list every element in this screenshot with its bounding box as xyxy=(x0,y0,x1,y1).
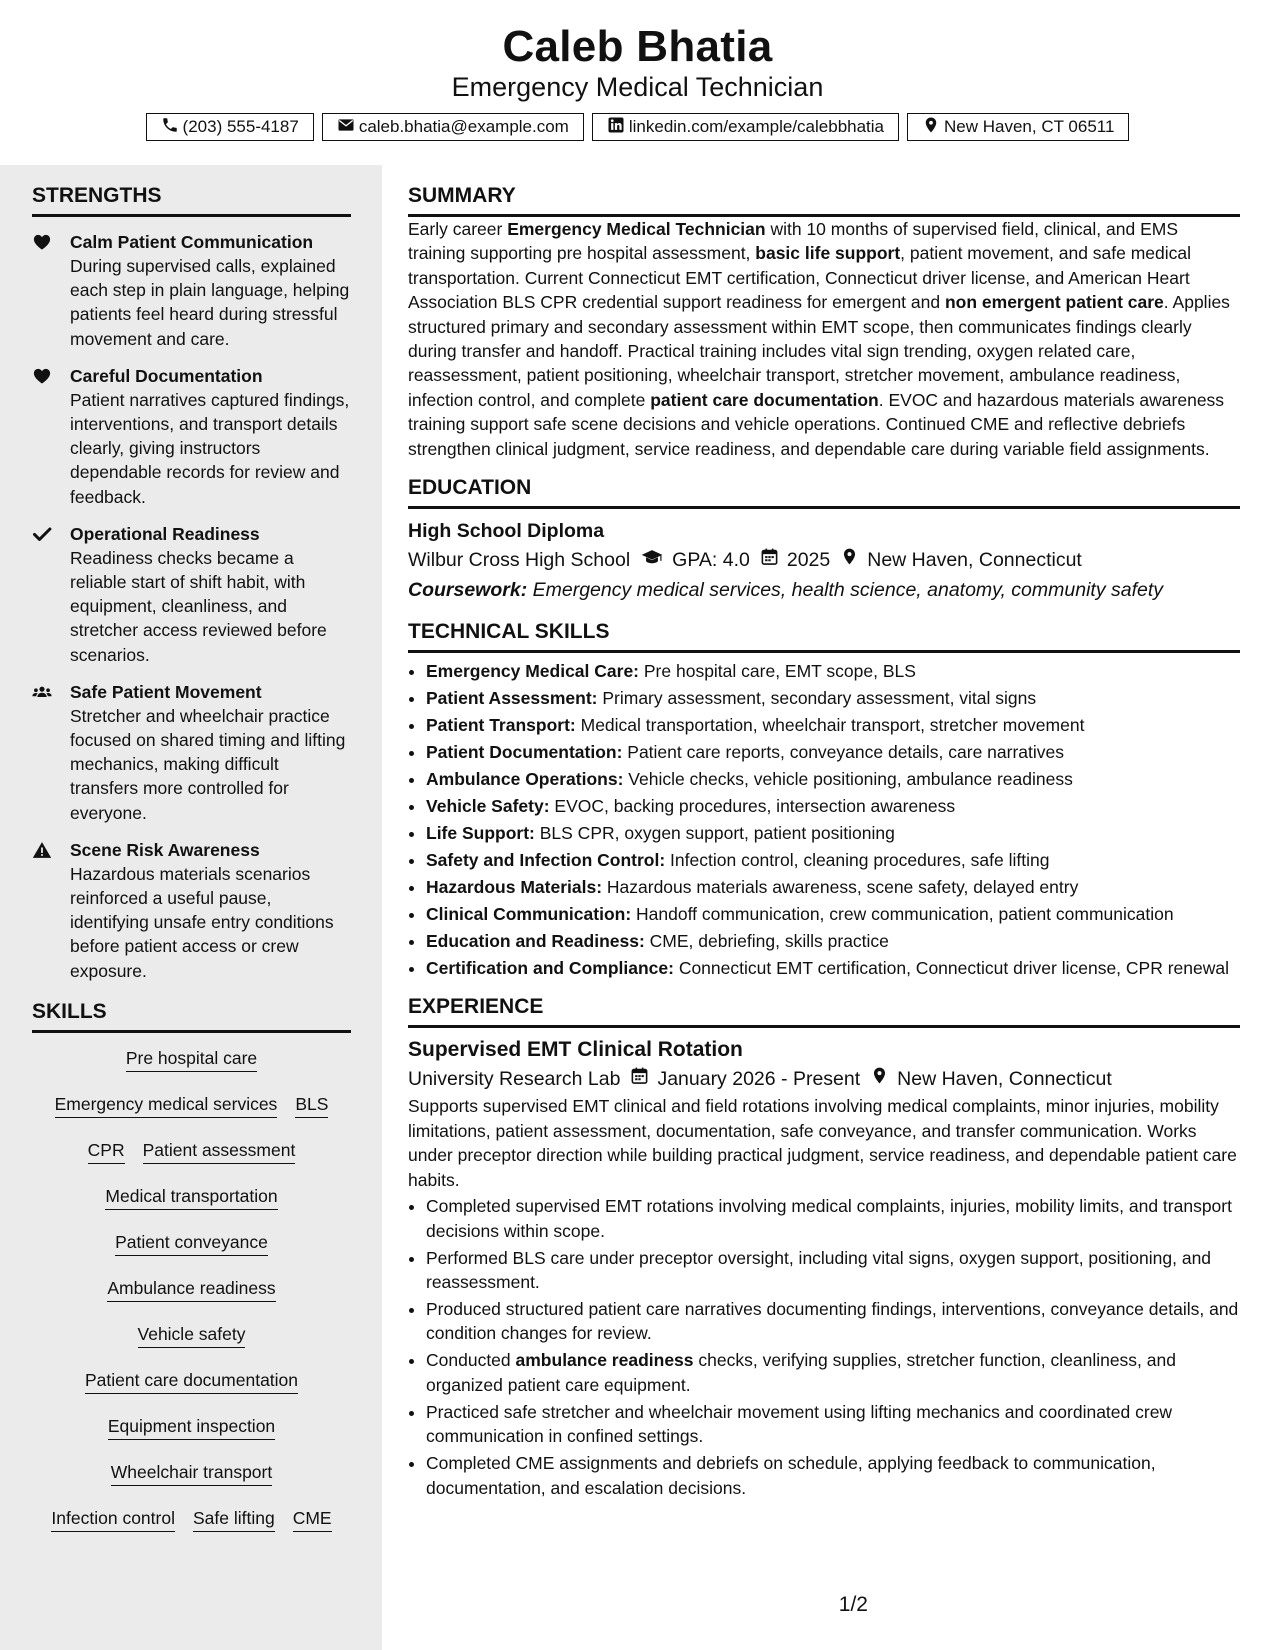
technical-skills-section xyxy=(408,619,1240,980)
skill-tag: Medical transportation xyxy=(105,1183,277,1210)
technical-skill-item xyxy=(426,956,1240,980)
strength-item xyxy=(32,838,351,983)
skill-tag: Vehicle safety xyxy=(138,1321,246,1348)
experience-bullet xyxy=(426,1348,1240,1397)
experience-bullets xyxy=(408,1194,1240,1500)
experience-bullet xyxy=(426,1451,1240,1500)
emphasis-text: patient care documentation xyxy=(650,389,879,410)
strength-title: Safe Patient Movement xyxy=(70,681,262,702)
map-pin-icon xyxy=(840,545,859,575)
contact-location[interactable] xyxy=(907,113,1129,141)
strengths-heading: STRENGTHS xyxy=(32,183,351,217)
text-run: Produced structured patient care narratives documenting findings, interventions, conveyance details, and condition changes for review. xyxy=(426,1298,1239,1344)
experience-role: Supervised EMT Clinical Rotation xyxy=(408,1038,743,1062)
skill-tag: Patient assessment xyxy=(143,1137,296,1164)
contact-text: caleb.bhatia@example.com xyxy=(358,117,569,136)
strength-item xyxy=(32,230,351,351)
technical-skill-item xyxy=(426,821,1240,845)
skill-category: Emergency Medical Care: xyxy=(426,661,640,682)
users-icon xyxy=(32,680,70,825)
job-title: Emergency Medical Technician xyxy=(451,72,824,102)
emphasis-text: Emergency Medical Technician xyxy=(507,219,766,239)
skill-tag: Infection control xyxy=(51,1505,175,1532)
technical-skill-item xyxy=(426,875,1240,899)
school-name: Wilbur Cross High School xyxy=(408,549,631,572)
phone-icon xyxy=(161,116,179,139)
technical-skills-list xyxy=(408,659,1240,980)
heart-icon xyxy=(32,230,70,351)
skill-values: Patient care reports, conveyance details, care narratives xyxy=(622,742,1065,763)
coursework-text: Emergency medical services, health science, anatomy, community safety xyxy=(532,579,1164,602)
contact-text: linkedin.com/example/calebbhatia xyxy=(628,117,885,136)
skill-tag: Patient care documentation xyxy=(85,1367,298,1394)
candidate-name: Caleb Bhatia xyxy=(502,22,773,71)
technical-skill-item xyxy=(426,848,1240,872)
skill-values: Pre hospital care, EMT scope, BLS xyxy=(639,661,916,682)
skill-tag: Equipment inspection xyxy=(108,1413,275,1440)
experience-location: New Haven, Connecticut xyxy=(897,1068,1112,1091)
skill-category: Patient Assessment: xyxy=(426,688,598,709)
strength-item xyxy=(32,522,351,667)
strength-title: Scene Risk Awareness xyxy=(70,839,260,860)
education-section xyxy=(408,475,1240,605)
calendar-icon xyxy=(760,545,779,575)
skill-tag: Patient conveyance xyxy=(115,1229,268,1256)
skill-values: Handoff communication, crew communication, patient communication xyxy=(631,904,1174,925)
skill-tag: CME xyxy=(293,1505,332,1532)
contact-bar xyxy=(0,113,1275,141)
skill-values: Infection control, cleaning procedures, safe lifting xyxy=(665,850,1050,871)
skill-values: Medical transportation, wheelchair transport, stretcher movement xyxy=(575,715,1085,736)
skill-row xyxy=(32,1045,351,1091)
strength-title: Operational Readiness xyxy=(70,523,260,544)
graduation-year: 2025 xyxy=(786,549,831,572)
emphasis-text: basic life support xyxy=(755,243,901,264)
degree: High School Diploma xyxy=(408,520,605,543)
skill-tag: Pre hospital care xyxy=(126,1045,257,1072)
strength-desc: During supervised calls, explained each step in plain language, helping patients feel heard during stressful movement and care. xyxy=(70,256,350,349)
location-group xyxy=(870,1064,1112,1094)
skill-values: CME, debriefing, skills practice xyxy=(644,931,889,952)
strength-desc: Readiness checks became a reliable start of shift habit, with equipment, cleanliness, and stretcher access reviewed before scenarios. xyxy=(70,547,327,665)
contact-text: New Haven, CT 06511 xyxy=(944,117,1115,136)
page-number: 1/2 xyxy=(838,1593,868,1616)
technical-skill-item xyxy=(426,686,1240,710)
strength-desc: Stretcher and wheelchair practice focused on shared timing and lifting mechanics, making difficult transfers more controlled for everyone. xyxy=(70,705,346,823)
coursework-label: Coursework: xyxy=(408,579,528,602)
skill-values: BLS CPR, oxygen support, patient positioning xyxy=(534,823,895,844)
technical-skills-heading: TECHNICAL SKILLS xyxy=(408,619,1240,653)
check-icon xyxy=(32,522,70,667)
graduation-cap-icon xyxy=(640,545,664,575)
education-heading: EDUCATION xyxy=(408,475,1240,509)
strength-item xyxy=(32,680,351,825)
dates-group xyxy=(630,1064,860,1094)
skill-category: Patient Transport: xyxy=(426,715,576,736)
technical-skill-item xyxy=(426,713,1240,737)
experience-meta xyxy=(408,1064,1240,1094)
skills-section xyxy=(32,999,351,1551)
experience-bullet xyxy=(426,1246,1240,1295)
emphasis-text: ambulance readiness xyxy=(515,1350,694,1371)
experience-description: Supports supervised EMT clinical and field rotations involving medical complaints, minor injuries, mobility limitations, patient assessment, documentation, safe conveyance, and transfer communication. Works under preceptor direction while building practical judgment, service readiness, and dependable patient care habits. xyxy=(408,1096,1237,1190)
skill-category: Vehicle Safety: xyxy=(426,796,550,817)
text-run: , patient movement, and safe medical transportation. Current Connecticut EMT certification, Connecticut driver license, and American Heart Association BLS CPR credential support readiness for emergent and xyxy=(408,243,1192,313)
text-run: Practiced safe stretcher and wheelchair movement using lifting mechanics and coordinated crew communication in confined settings. xyxy=(426,1401,1173,1447)
experience-heading: EXPERIENCE xyxy=(408,994,1240,1028)
strength-title: Calm Patient Communication xyxy=(70,232,314,252)
strengths-section xyxy=(32,183,351,983)
map-pin-icon xyxy=(870,1064,889,1094)
text-run: Completed CME assignments and debriefs on schedule, applying feedback to communication, documentation, and escalation decisions. xyxy=(426,1453,1156,1498)
contact-text: (203) 555-4187 xyxy=(182,117,299,136)
sidebar xyxy=(0,165,382,1650)
text-run: Performed BLS care under preceptor oversight, including vital signs, oxygen support, positioning, and reassessment. xyxy=(426,1247,1212,1292)
gpa-group xyxy=(640,545,750,575)
strength-desc: Patient narratives captured findings, interventions, and transport details clearly, giving instructors dependable records for review and feedback. xyxy=(70,389,350,507)
skill-category: Certification and Compliance: xyxy=(426,958,674,979)
technical-skill-item xyxy=(426,740,1240,764)
skill-category: Patient Documentation: xyxy=(426,742,623,763)
skill-category: Education and Readiness: xyxy=(426,931,645,952)
strength-title: Careful Documentation xyxy=(70,365,263,386)
text-run: . Applies structured primary and secondary assessment within EMT scope, then communicates findings clearly during transfer and handoff. Practical training includes vital sign trending, oxygen related care, reassessment, patient positioning, wheelchair transport, stretcher movement, ambulance readiness, infection control, and complete xyxy=(408,292,1230,410)
map-pin-icon xyxy=(922,116,940,139)
skill-tag: Safe lifting xyxy=(193,1505,275,1532)
skill-tag: Emergency medical services xyxy=(55,1091,278,1118)
linkedin-icon xyxy=(607,116,625,139)
skills-heading: SKILLS xyxy=(32,999,351,1033)
emphasis-text: non emergent patient care xyxy=(944,292,1164,313)
contact-linkedin[interactable] xyxy=(592,113,899,141)
text-run: Early career xyxy=(408,219,508,239)
main-content xyxy=(408,165,1240,1503)
heart-icon xyxy=(32,364,70,509)
skill-values: Connecticut EMT certification, Connecticut driver license, CPR renewal xyxy=(673,958,1229,979)
technical-skill-item xyxy=(426,902,1240,926)
text-run: with 10 months of supervised field, clinical, and EMS training supporting pre hospital assessment, xyxy=(408,219,1179,264)
resume-header xyxy=(0,0,1275,165)
calendar-icon xyxy=(630,1064,649,1094)
technical-skill-item xyxy=(426,767,1240,791)
location-group xyxy=(840,545,1082,575)
education-meta xyxy=(408,545,1240,575)
experience-bullet xyxy=(426,1194,1240,1243)
skill-tag: BLS xyxy=(295,1091,328,1118)
skills-list xyxy=(32,1045,351,1551)
skill-tag: CPR xyxy=(88,1137,125,1164)
text-run: Conducted xyxy=(426,1350,516,1371)
strength-item xyxy=(32,364,351,509)
summary-text xyxy=(408,217,1240,461)
skill-values: EVOC, backing procedures, intersection awareness xyxy=(549,796,956,817)
technical-skill-item xyxy=(426,659,1240,683)
contact-phone[interactable] xyxy=(146,113,314,141)
text-run: checks, verifying supplies, stretcher function, cleanliness, and organized patient care equipment. xyxy=(426,1350,1176,1395)
skill-category: Life Support: xyxy=(426,823,535,844)
skill-values: Vehicle checks, vehicle positioning, ambulance readiness xyxy=(623,769,1073,790)
skill-category: Clinical Communication: xyxy=(426,904,632,925)
experience-section xyxy=(408,994,1240,1499)
year-group xyxy=(760,545,830,575)
experience-bullet xyxy=(426,1297,1240,1346)
skill-tag: Ambulance readiness xyxy=(107,1275,275,1302)
school-location: New Haven, Connecticut xyxy=(867,549,1082,572)
warning-icon xyxy=(32,838,70,983)
coursework xyxy=(408,575,1240,605)
experience-bullet xyxy=(426,1400,1240,1449)
text-run: . EVOC and hazardous materials awareness training support safe scene decisions and vehicle operations. Continued CME and reflective debriefs strengthen clinical judgment, service readiness, and dependable care during variable field assignments. xyxy=(408,389,1225,459)
skill-tag: Wheelchair transport xyxy=(111,1459,272,1486)
envelope-icon xyxy=(337,116,355,139)
technical-skill-item xyxy=(426,929,1240,953)
text-run: Completed supervised EMT rotations involving medical complaints, injuries, mobility limits, and transport decisions within scope. xyxy=(426,1196,1232,1241)
skill-values: Primary assessment, secondary assessment, vital signs xyxy=(597,688,1037,709)
skill-category: Ambulance Operations: xyxy=(426,769,624,790)
gpa: GPA: 4.0 xyxy=(672,549,750,572)
skill-values: Hazardous materials awareness, scene safety, delayed entry xyxy=(602,877,1079,898)
experience-org: University Research Lab xyxy=(408,1068,621,1091)
contact-email[interactable] xyxy=(322,113,584,141)
technical-skill-item xyxy=(426,794,1240,818)
summary-heading: SUMMARY xyxy=(408,183,1240,217)
skill-category: Hazardous Materials: xyxy=(426,877,603,898)
experience-dates: January 2026 - Present xyxy=(657,1068,861,1091)
summary-section xyxy=(408,183,1240,461)
skill-category: Safety and Infection Control: xyxy=(426,850,666,871)
strength-desc: Hazardous materials scenarios reinforced a useful pause, identifying unsafe entry conditions before patient access or crew exposure. xyxy=(70,863,334,981)
